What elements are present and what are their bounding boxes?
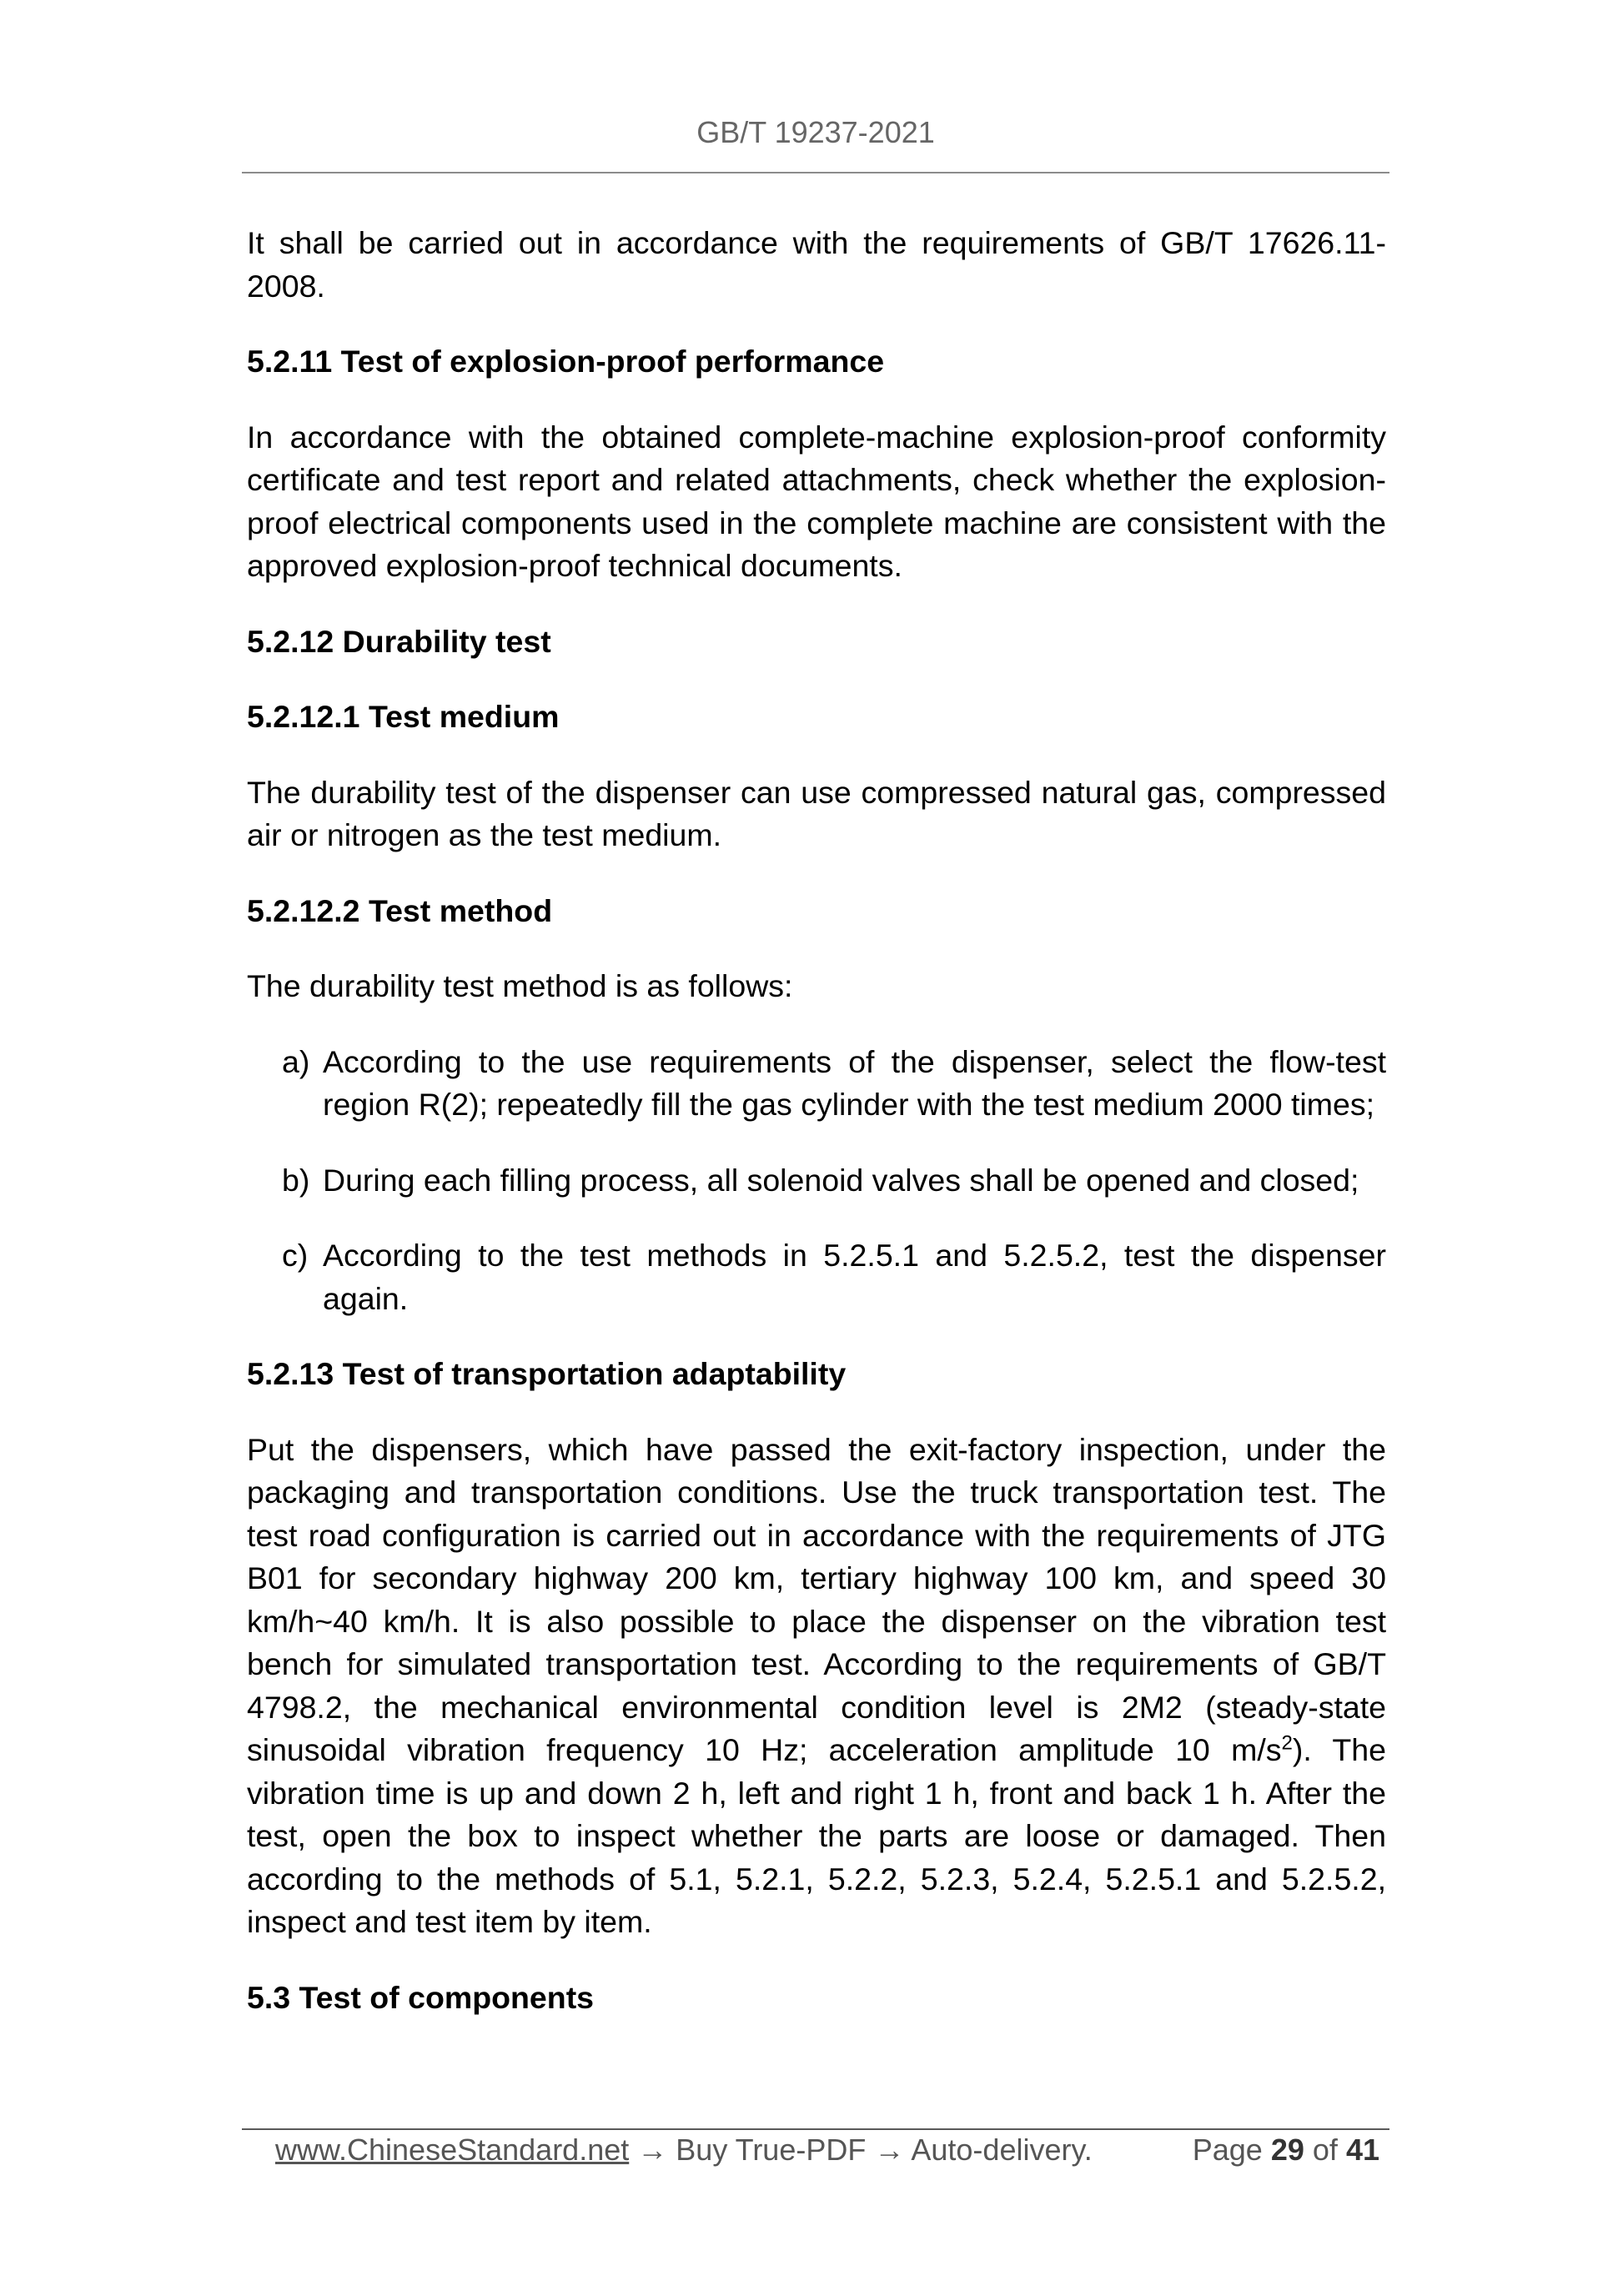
list-marker: a) [282,1043,310,1079]
paragraph-5-2-12-1: The durability test of the dispenser can use compressed natural gas, compressed air or nitrogen as the test medium. [247,774,1386,852]
intro-paragraph: It shall be carried out in accordance with the requirements of GB/T 17626.11-2008. [247,225,1386,304]
heading-5-2-11: 5.2.11 Test of explosion-proof performance [247,344,885,379]
header-divider [242,172,1389,173]
page-content [247,222,1386,2052]
auto-delivery-text: Auto-delivery. [911,2133,1093,2167]
page-of: of [1312,2133,1338,2167]
paragraph-5-2-13-part1: Put the dispensers, which have passed the exit-factory inspection, under the packaging and transportation conditions. Use the truck transportation test. The test road configuration is carried out in accordance with the requirements of JTG B01 for secondary highway 200 km, tertiary highway 100 km, and speed 30 km/h~40 km/h. It is also possible to place the dispenser on the vibration test bench for simulated transportation test. According to the requirements of GB/T 4798.2, the mechanical environmental condition level is 2M2 (steady-state sinusoidal vibration frequency 10 Hz; acceleration amplitude 10 m/s [247,1431,1386,1767]
list-item-text: According to the test methods in 5.2.5.1 and 5.2.5.2, test the dispenser again. [323,1238,1386,1316]
heading-5-2-12-1: 5.2.12.1 Test medium [247,699,560,734]
paragraph-5-2-12-2: The durability test method is as follows: [247,968,793,1003]
heading-5-3: 5.3 Test of components [247,1979,595,2015]
arrow-icon: → [874,2133,905,2167]
list-marker: b) [282,1162,310,1198]
list-item [247,1234,1386,1320]
page-number [1193,2133,1379,2168]
superscript-two: 2 [1281,1731,1293,1755]
page-total: 41 [1345,2133,1379,2167]
site-link[interactable]: www.ChineseStandard.net [275,2133,630,2167]
heading-5-2-13: 5.2.13 Test of transportation adaptability [247,1356,847,1391]
heading-5-2-12-2: 5.2.12.2 Test method [247,892,553,928]
buy-pdf-text: Buy True-PDF [676,2133,867,2167]
paragraph-5-2-13 [247,1429,1386,1944]
arrow-icon: → [637,2133,668,2167]
list-item [247,1159,1386,1203]
list-marker: c) [282,1238,309,1273]
page-footer [275,2133,1386,2168]
list-item [247,1041,1386,1127]
page-label: Page [1192,2133,1263,2167]
paragraph-5-2-11: In accordance with the obtained complete-machine explosion-proof conformity certificate and test report and related attachments, check whether the explosion-proof electrical components used in the complete machine are consistent with the approved explosion-proof technical documents. [247,419,1386,583]
page-header: GB/T 19237-2021 [696,115,935,149]
list-item-text: According to the use requirements of the dispenser, select the flow-test region R(2); repeatedly fill the gas cylinder with the test medium 2000 times; [323,1043,1386,1122]
heading-5-2-12: 5.2.12 Durability test [247,623,551,659]
page-current: 29 [1270,2133,1304,2167]
list-item-text: During each filling process, all solenoid valves shall be opened and closed; [323,1162,1359,1198]
test-method-list [247,1041,1386,1321]
footer-divider [242,2128,1389,2130]
paragraph-5-2-13-part2: ). The vibration time is up and down 2 h, left and right 1 h, front and back 1 h. After the test, open the box to inspect whether the parts are loose or damaged. Then according to the methods of 5.1, 5.2.1, 5.2.2, 5.2.3, 5.2.4, 5.2.5.1 and 5.2.5.2, inspect and test item by item. [247,1732,1387,1939]
